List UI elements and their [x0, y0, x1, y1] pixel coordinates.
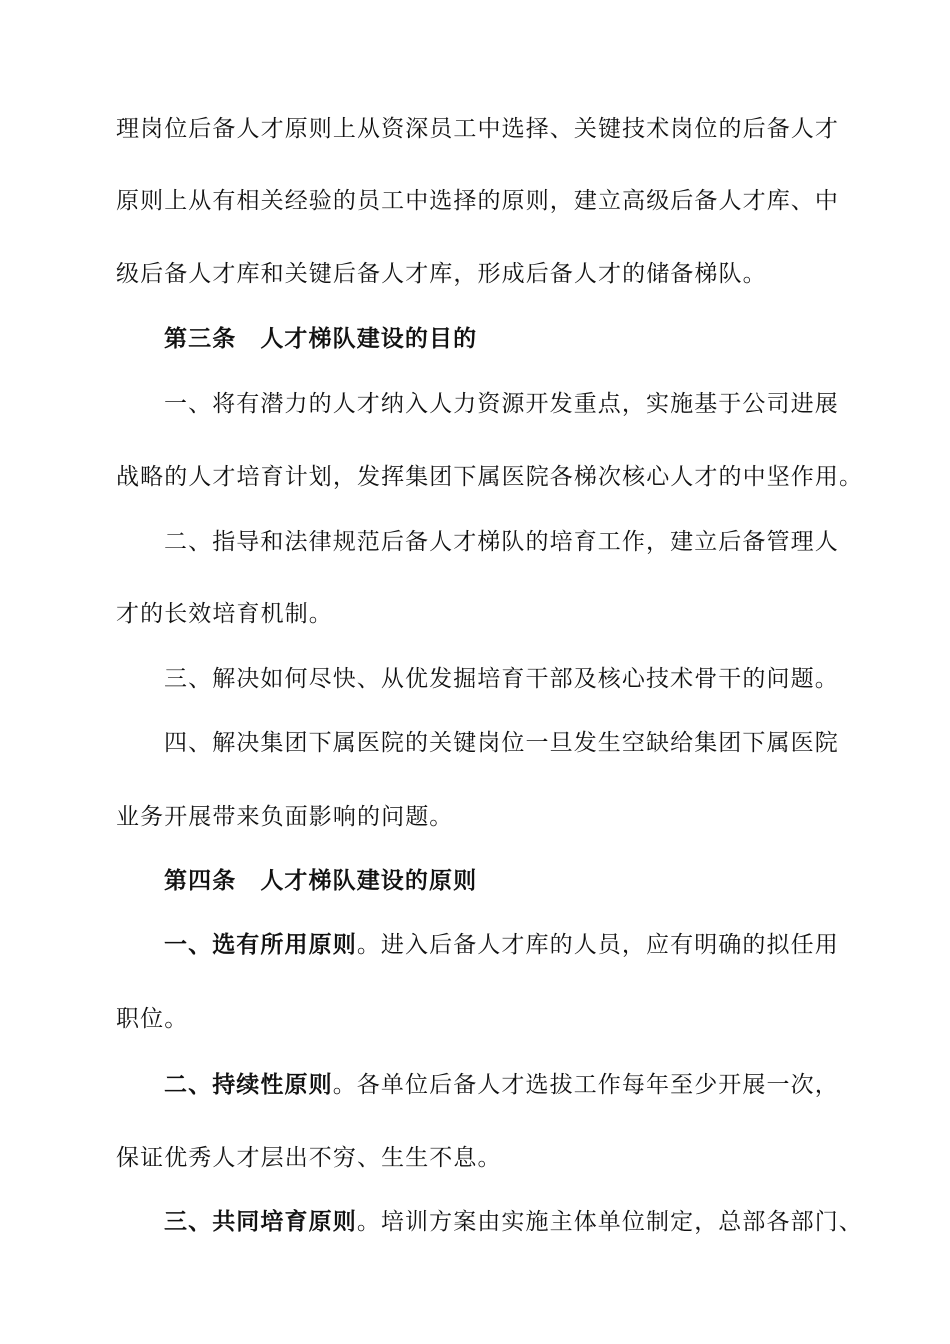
principle-title: 二、持续性原则 [164, 1071, 333, 1098]
paragraph-line: 二、指导和法律规范后备人才梯队的培育工作，建立后备管理人 [164, 529, 839, 555]
paragraph-line: 职位。 [116, 1006, 189, 1032]
paragraph-line: 三、解决如何尽快、从优发掘培育干部及核心技术骨干的问题。 [164, 666, 839, 692]
principle-item [164, 1207, 863, 1237]
principle-title: 一、选有所用原则 [164, 931, 357, 958]
principle-text: 。各单位后备人才选拔工作每年至少开展一次， [332, 1072, 839, 1098]
paragraph-line: 理岗位后备人才原则上从资深员工中选择、关键技术岗位的后备人才 [116, 116, 839, 142]
principle-item [164, 1070, 839, 1100]
article-number: 第三条 [164, 325, 237, 352]
paragraph-line: 才的长效培育机制。 [116, 601, 333, 627]
paragraph-line: 级后备人才库和关键后备人才库，形成后备人才的储备梯队。 [116, 261, 767, 287]
paragraph-line: 四、解决集团下属医院的关键岗位一旦发生空缺给集团下属医院 [164, 730, 839, 756]
article-number: 第四条 [164, 867, 237, 894]
article-title: 人才梯队建设的原则 [260, 867, 478, 894]
article-heading-4 [164, 866, 477, 896]
principle-title: 三、共同培育原则 [164, 1208, 357, 1235]
article-title: 人才梯队建设的目的 [260, 325, 478, 352]
article-heading-3 [164, 324, 477, 354]
principle-item [164, 930, 839, 960]
paragraph-line: 原则上从有相关经验的员工中选择的原则，建立高级后备人才库、中 [116, 188, 839, 214]
paragraph-line: 一、将有潜力的人才纳入人力资源开发重点，实施基于公司进展 [164, 391, 839, 417]
principle-text: 。进入后备人才库的人员，应有明确的拟任用 [356, 932, 839, 958]
paragraph-line: 战略的人才培育计划，发挥集团下属医院各梯次核心人才的中坚作用。 [116, 464, 864, 490]
principle-text: 。培训方案由实施主体单位制定，总部各部门、 [356, 1209, 863, 1235]
paragraph-line: 业务开展带来负面影响的问题。 [116, 804, 454, 830]
paragraph-line: 保证优秀人才层出不穷、生生不息。 [116, 1145, 502, 1171]
